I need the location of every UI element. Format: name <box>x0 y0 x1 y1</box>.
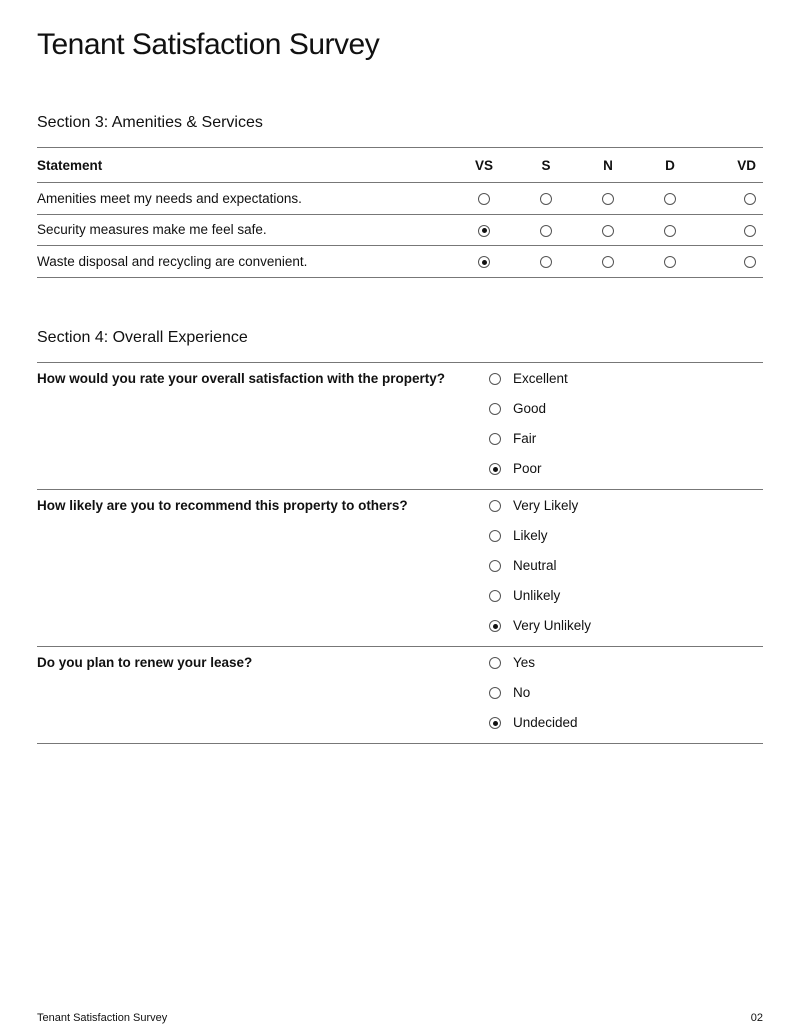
table-row <box>37 183 763 215</box>
question-text: How likely are you to recommend this property to others? <box>37 498 408 513</box>
amenities-table <box>37 147 763 278</box>
option-label: Likely <box>513 528 548 543</box>
radio-icon[interactable] <box>489 500 501 512</box>
column-header: N <box>577 148 639 183</box>
option-very-likely[interactable] <box>488 496 591 526</box>
radio-n[interactable] <box>602 225 614 237</box>
rating-cell <box>639 183 701 215</box>
rating-cell <box>701 246 763 278</box>
rating-cell <box>515 214 577 246</box>
radio-vd[interactable] <box>744 193 756 205</box>
column-header: VD <box>701 148 763 183</box>
radio-vs[interactable] <box>478 225 490 237</box>
footer-title: Tenant Satisfaction Survey <box>37 1012 168 1024</box>
question-text: Do you plan to renew your lease? <box>37 655 253 670</box>
rating-cell <box>515 246 577 278</box>
option-neutral[interactable] <box>488 556 591 586</box>
statement-text: Security measures make me feel safe. <box>37 214 453 246</box>
option-excellent[interactable] <box>488 369 568 399</box>
statement-text: Waste disposal and recycling are convenient. <box>37 246 453 278</box>
option-label: Unlikely <box>513 588 561 603</box>
radio-icon[interactable] <box>489 433 501 445</box>
option-undecided[interactable] <box>488 713 578 735</box>
overall-experience-questions <box>37 362 763 744</box>
section-4-heading: Section 4: Overall Experience <box>37 329 248 346</box>
options-group <box>488 369 568 481</box>
section-3-heading: Section 3: Amenities & Services <box>37 114 263 131</box>
radio-icon[interactable] <box>489 530 501 542</box>
rating-cell <box>701 214 763 246</box>
radio-s[interactable] <box>540 193 552 205</box>
radio-s[interactable] <box>540 225 552 237</box>
table-header <box>37 148 763 183</box>
option-yes[interactable] <box>488 653 578 683</box>
option-label: Fair <box>513 431 537 446</box>
radio-vs[interactable] <box>478 256 490 268</box>
rating-cell <box>453 183 515 215</box>
rating-cell <box>453 246 515 278</box>
rating-cell <box>639 214 701 246</box>
option-good[interactable] <box>488 399 568 429</box>
column-header: D <box>639 148 701 183</box>
radio-d[interactable] <box>664 225 676 237</box>
radio-icon[interactable] <box>489 657 501 669</box>
table-row <box>37 214 763 246</box>
option-label: Poor <box>513 461 542 476</box>
question-text: How would you rate your overall satisfaction with the property? <box>37 371 446 386</box>
radio-icon[interactable] <box>489 687 501 699</box>
option-unlikely[interactable] <box>488 586 591 616</box>
rating-cell <box>453 214 515 246</box>
statement-text: Amenities meet my needs and expectations. <box>37 183 453 215</box>
option-label: Very Likely <box>513 498 579 513</box>
option-very-unlikely[interactable] <box>488 616 591 638</box>
page-number: 02 <box>750 1012 763 1024</box>
option-label: Very Unlikely <box>513 618 592 633</box>
radio-vs[interactable] <box>478 193 490 205</box>
option-poor[interactable] <box>488 459 568 481</box>
radio-d[interactable] <box>664 193 676 205</box>
table-row <box>37 246 763 278</box>
column-header: S <box>515 148 577 183</box>
rating-cell <box>577 246 639 278</box>
option-label: Neutral <box>513 558 557 573</box>
rating-cell <box>577 214 639 246</box>
radio-vd[interactable] <box>744 225 756 237</box>
radio-n[interactable] <box>602 193 614 205</box>
column-header: VS <box>453 148 515 183</box>
option-fair[interactable] <box>488 429 568 459</box>
option-label: Yes <box>513 655 536 670</box>
option-no[interactable] <box>488 683 578 713</box>
radio-icon[interactable] <box>489 590 501 602</box>
radio-icon[interactable] <box>489 373 501 385</box>
column-header: Statement <box>37 148 453 183</box>
question-block <box>37 489 763 646</box>
rating-cell <box>639 246 701 278</box>
options-group <box>488 496 591 638</box>
radio-n[interactable] <box>602 256 614 268</box>
radio-icon[interactable] <box>489 560 501 572</box>
rating-cell <box>701 183 763 215</box>
question-block <box>37 362 763 489</box>
radio-icon[interactable] <box>489 620 501 632</box>
option-label: No <box>513 685 531 700</box>
question-block <box>37 646 763 744</box>
radio-d[interactable] <box>664 256 676 268</box>
radio-vd[interactable] <box>744 256 756 268</box>
radio-icon[interactable] <box>489 717 501 729</box>
rating-cell <box>515 183 577 215</box>
option-label: Undecided <box>513 715 578 730</box>
radio-icon[interactable] <box>489 463 501 475</box>
page-title: Tenant Satisfaction Survey <box>37 28 380 61</box>
option-label: Excellent <box>513 371 568 386</box>
radio-icon[interactable] <box>489 403 501 415</box>
option-label: Good <box>513 401 547 416</box>
rating-cell <box>577 183 639 215</box>
options-group <box>488 653 578 735</box>
radio-s[interactable] <box>540 256 552 268</box>
option-likely[interactable] <box>488 526 591 556</box>
